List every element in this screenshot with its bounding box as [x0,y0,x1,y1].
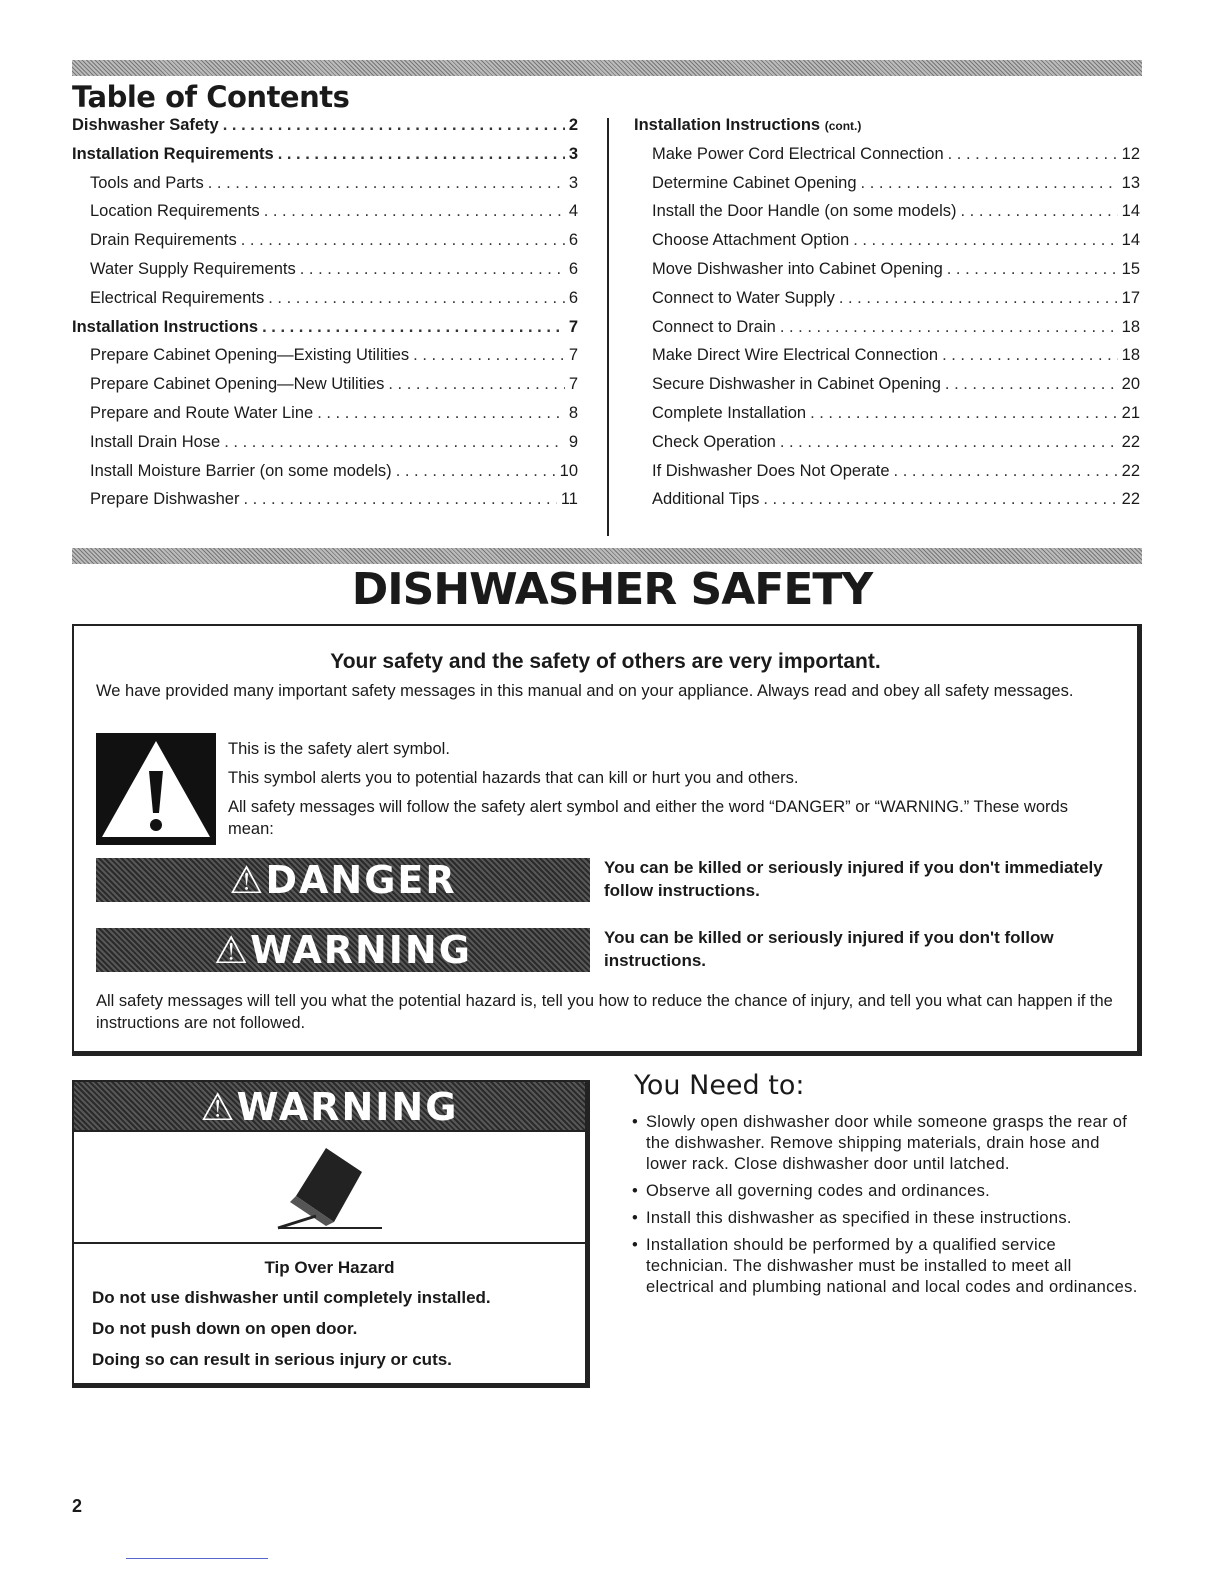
toc-entry-page: 10 [559,461,578,480]
toc-entry-page: 8 [568,403,578,422]
toc-leader-dots [268,289,565,308]
toc-right-heading[interactable] [634,116,1140,145]
toc-entry-page: 18 [1121,317,1140,336]
top-band [72,60,1142,76]
warning-signal-word: ⚠WARNING [96,928,590,972]
toc-right-column [634,116,1140,519]
toc-entry-label: Secure Dishwasher in Cabinet Opening [652,375,941,394]
toc-leader-dots [780,318,1118,337]
toc-entry-page: 22 [1121,432,1140,451]
toc-leader-dots [942,346,1118,365]
toc-entry-page: 7 [568,346,578,365]
toc-entry[interactable] [72,375,578,404]
toc-leader-dots [300,260,565,279]
toc-entry[interactable] [72,490,578,519]
toc-entry-label: Connect to Drain [652,317,776,336]
list-item: • Slowly open dishwasher door while someone grasps the rear of the dishwasher. Remove shipping materials, drain hose and lower rack. Close dishwasher door until latched. [630,1112,1140,1175]
tip-over-box [72,1080,590,1388]
toc-leader-dots [208,174,565,193]
mid-band [72,548,1142,564]
toc-entry-page: 6 [568,288,578,307]
toc-entry-page: 18 [1121,346,1140,365]
toc-entry[interactable] [634,260,1140,289]
toc-leader-dots [278,145,565,164]
toc-entry-label: Install the Door Handle (on some models) [652,202,957,221]
toc-leader-dots [264,202,565,221]
toc-left-column [72,116,578,519]
toc-entry[interactable] [634,490,1140,519]
toc-entry-label: Move Dishwasher into Cabinet Opening [652,259,943,278]
footer-rule [126,1558,268,1559]
toc-entry[interactable] [72,404,578,433]
toc-entry-page: 17 [1121,288,1140,307]
symbol-line-3: All safety messages will follow the safety alert symbol and either the word “DANGER” or “WARNING.” These words mean: [228,798,1068,838]
toc-leader-dots [396,462,556,481]
safety-subhead: Your safety and the safety of others are very important. [330,650,881,673]
warning-text: You can be killed or seriously injured if you don't follow instructions. [604,928,1054,970]
toc-leader-dots [945,375,1118,394]
toc-entry-label: Choose Attachment Option [652,231,850,250]
toc-entry[interactable] [72,462,578,491]
toc-leader-dots [241,231,565,250]
toc-entry-label: Make Power Cord Electrical Connection [652,144,944,163]
toc-entry[interactable] [634,433,1140,462]
toc-entry-label: Prepare Cabinet Opening—Existing Utilities [90,346,410,365]
toc-leader-dots [763,490,1117,509]
toc-entry-page: 21 [1121,403,1140,422]
toc-leader-dots [243,490,556,509]
safety-closing: All safety messages will tell you what the potential hazard is, tell you how to reduce the chance of injury, and tell you what can happen if the instructions are not followed. [96,992,1113,1032]
list-item: • Observe all governing codes and ordinances. [630,1181,1140,1202]
toc-entry-label: Electrical Requirements [90,288,265,307]
toc-entry[interactable] [634,346,1140,375]
toc-entry-label: Prepare Dishwasher [90,490,240,509]
toc-entry[interactable] [634,202,1140,231]
toc-entry-page: 2 [568,116,578,134]
safety-alert-icon [96,733,216,845]
toc-leader-dots [388,375,564,394]
toc-entry-label: Additional Tips [652,490,760,509]
danger-text: You can be killed or seriously injured if you don't immediately follow instructions. [604,858,1103,900]
toc-entry[interactable] [72,346,578,375]
toc-entry-label: Installation Instructions [72,317,259,336]
toc-entry-label: Location Requirements [90,202,260,221]
toc-entry-page: 6 [568,231,578,250]
tip-line-1: Do not use dishwasher until completely installed. [92,1288,491,1307]
list-item: • Install this dishwasher as specified in these instructions. [630,1208,1140,1229]
toc-entry-page: 7 [568,375,578,394]
toc-entry-label: Prepare and Route Water Line [90,403,314,422]
toc-entry-page: 20 [1121,375,1140,394]
toc-leader-dots [224,433,565,452]
tip-warning-header: ⚠WARNING [74,1082,585,1132]
toc-entry-page: 14 [1121,202,1140,221]
safety-title: DISHWASHER SAFETY [351,564,873,615]
symbol-line-1: This is the safety alert symbol. [228,740,450,758]
safety-intro: We have provided many important safety messages in this manual and on your appliance. Always read and obey all safety messages. [96,682,1074,700]
toc-entry-page: 22 [1121,461,1140,480]
toc-entry[interactable] [634,404,1140,433]
toc-entry[interactable] [72,202,578,231]
danger-signal-word: ⚠DANGER [96,858,590,902]
toc-leader-dots [894,462,1118,481]
tip-line-2: Do not push down on open door. [92,1319,358,1338]
toc-title: Table of Contents [72,80,350,114]
toc-entry-label: Complete Installation [652,403,807,422]
toc-divider [607,118,609,536]
toc-right-heading-label: Installation Instructions [634,116,821,134]
toc-entry-page: 7 [568,317,578,336]
toc-entry-label: Connect to Water Supply [652,288,835,307]
toc-entry-page: 9 [568,432,578,451]
toc-entry-page: 3 [568,144,578,163]
toc-entry-page: 11 [560,490,578,509]
tip-hazard-title: Tip Over Hazard [264,1258,395,1277]
toc-leader-dots [853,231,1117,250]
toc-leader-dots [780,433,1118,452]
tip-over-icon [264,1144,394,1234]
toc-right-heading-suffix: (cont.) [824,119,862,133]
tip-box-rule [74,1242,585,1244]
toc-entry[interactable] [634,289,1140,318]
toc-entry[interactable] [72,260,578,289]
list-item: • Installation should be performed by a qualified service technician. The dishwasher must be installed to meet all electrical and plumbing national and local codes and ordinances. [630,1235,1140,1298]
toc-entry-label: Install Moisture Barrier (on some models) [90,461,392,480]
toc-entry[interactable] [72,116,578,145]
toc-entry-label: Prepare Cabinet Opening—New Utilities [90,375,385,394]
toc-leader-dots [960,202,1117,221]
toc-entry-page: 4 [568,202,578,221]
toc-entry[interactable] [72,174,578,203]
toc-entry[interactable] [634,462,1140,491]
toc-entry-page: 12 [1121,144,1140,163]
you-need-list [630,1112,1140,1304]
symbol-line-2: This symbol alerts you to potential hazards that can kill or hurt you and others. [228,769,799,787]
toc-entry[interactable] [72,145,578,174]
toc-leader-dots [948,145,1118,164]
toc-entry[interactable] [634,231,1140,260]
toc-leader-dots [413,346,565,365]
toc-entry[interactable] [72,231,578,260]
toc-leader-dots [317,404,565,423]
toc-leader-dots [839,289,1118,308]
toc-entry[interactable] [72,318,578,347]
toc-leader-dots [861,174,1118,193]
tip-line-3: Doing so can result in serious injury or cuts. [92,1350,452,1369]
toc-leader-dots [262,318,565,337]
toc-entry-label: Drain Requirements [90,231,237,250]
safety-box [72,624,1142,1056]
toc-entry-page: 6 [568,259,578,278]
toc-entry[interactable] [634,318,1140,347]
toc-entry-page: 22 [1121,490,1140,509]
toc-entry-label: Tools and Parts [90,173,204,192]
toc-leader-dots [223,116,565,135]
toc-entry-label: Water Supply Requirements [90,259,296,278]
toc-entry-page: 15 [1121,259,1140,278]
you-need-title: You Need to: [634,1070,805,1101]
toc-entry[interactable] [634,375,1140,404]
toc-entry-label: Dishwasher Safety [72,116,219,134]
toc-entry-page: 3 [568,173,578,192]
toc-entry[interactable] [72,289,578,318]
toc-entry-label: Check Operation [652,432,776,451]
toc-entry-label: If Dishwasher Does Not Operate [652,461,890,480]
toc-entry-page: 13 [1121,173,1140,192]
toc-leader-dots [810,404,1118,423]
toc-entry-label: Install Drain Hose [90,432,221,451]
toc-entry[interactable] [72,433,578,462]
toc-entry-page: 14 [1121,231,1140,250]
toc-entry[interactable] [634,145,1140,174]
toc-entry-label: Installation Requirements [72,144,274,163]
toc-entry[interactable] [634,174,1140,203]
toc-entry-label: Make Direct Wire Electrical Connection [652,346,939,365]
toc-entry-label: Determine Cabinet Opening [652,173,857,192]
toc-leader-dots [947,260,1118,279]
page-number: 2 [72,1496,83,1516]
